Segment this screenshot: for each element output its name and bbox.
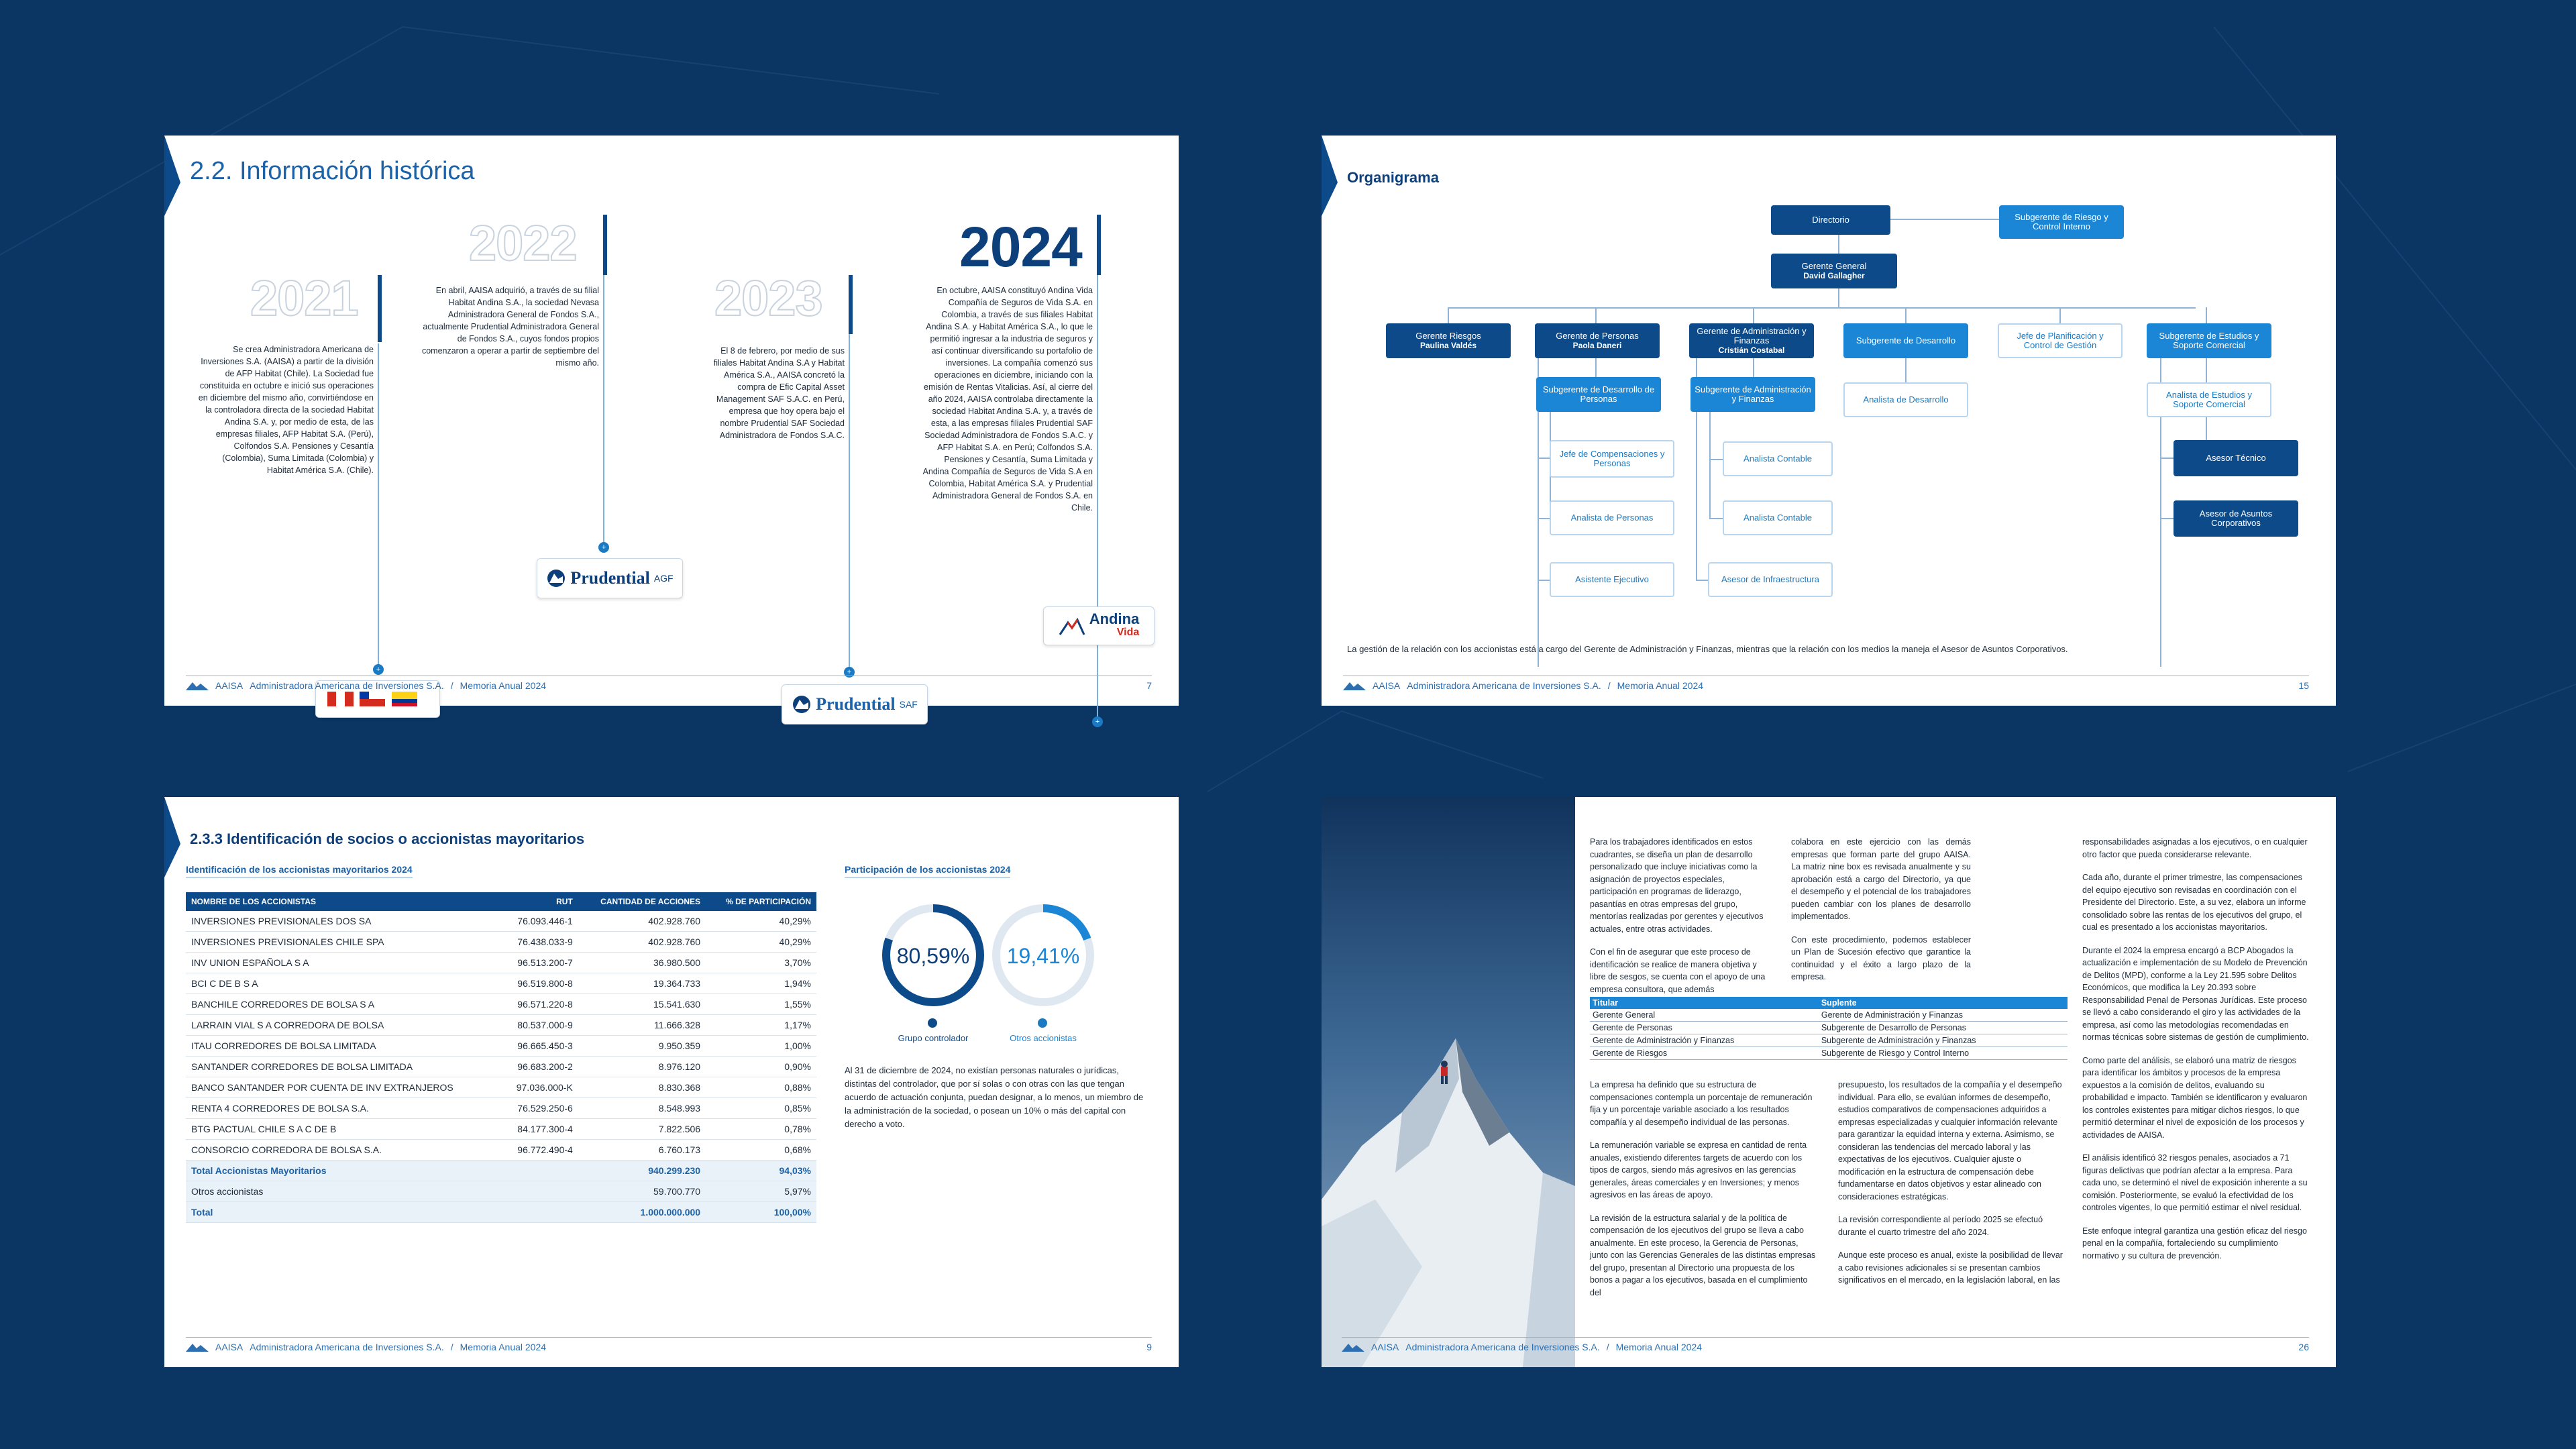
paragraph: Como parte del análisis, se elaboró una matriz de riesgos para identificar los ámbitos y procesos de la empresa expuestos a la comisión de delitos, evaluando su probabilidad e impacto. También se identificaron y evaluaron los controles existentes para mitigar dichos riesgos, lo que permitió determinar el nivel de exposición de los procesos y actividades de AAISA.: [2082, 1055, 2308, 1140]
table-cell: 76.438.033-9: [500, 932, 578, 953]
box-person: Paola Daneri: [1572, 341, 1622, 350]
legend-dot: [928, 1018, 937, 1028]
table-cell: Subgerente de Administración y Finanzas: [1819, 1034, 2068, 1047]
box-label: Subgerente de Riesgo y Control Interno: [2015, 212, 2108, 231]
shareholders-note: Al 31 de diciembre de 2024, no existían personas naturales o jurídicas, distintas del controlador, que por sí solas o con otras con las que tengan acuerdo de actuación conjunta, puedan designar, a lo menos, un miembro de la administración de la sociedad, o posean un 10% o más del capital con derecho a voto.: [845, 1065, 1144, 1129]
box-jefe-planificacion: [1998, 323, 2123, 358]
box-analista-contable-1: [1723, 441, 1833, 476]
separator: /: [450, 680, 453, 691]
andina-vida-logo: [1043, 606, 1155, 645]
table-cell: 96.772.490-4: [500, 1140, 578, 1161]
table-row: [1590, 1022, 2068, 1034]
connector: [1595, 358, 1597, 377]
paragraph: presupuesto, los resultados de la compañía y el desempeño individual. Para ello, se evalúan informes de desempeño, estudios comparativos de compensaciones adquiridos a empresas especializadas y cualquier información relevante para garantizar la equidad interna y externa. Asimismo, se consideran las tendencias del mercado laboral y las expectativas de los ejecutivos. Cualquier ajuste o modificación en la estructura de compensación debe fundamentarse en datos objetivos y estar alineado con consideraciones estratégicas.: [1838, 1080, 2062, 1201]
donut-controlling-group: [879, 902, 987, 1009]
paragraph: La revisión correspondiente al período 2025 se efectuó durante el cuarto trimestre del año 2024.: [1838, 1215, 2043, 1237]
box-label: Subgerente de Desarrollo de Personas: [1542, 384, 1655, 404]
table-cell: 96.683.200-2: [500, 1057, 578, 1077]
table-row-total_major: [186, 1161, 816, 1181]
table-header-row: [1590, 997, 2068, 1009]
table-row: [186, 932, 816, 953]
box-person: David Gallagher: [1803, 271, 1865, 280]
year-bar: [1097, 215, 1101, 275]
paragraph: La revisión de la estructura salarial y de la política de compensación de los ejecutivos del grupo se lleva a cabo anualmente. En este proceso, la Gerencia de Personas, junto con las Gerencias Generales de las distintas empresas del grupo, presentan al Directorio una propuesta de los bonos a pagar a los ejecutivos, basada en el cumplimiento del: [1590, 1213, 1816, 1297]
column-header: Titular: [1590, 997, 1819, 1009]
table-cell: 19.364.733: [578, 973, 706, 994]
column-3: [2082, 836, 2310, 1273]
table-cell: [500, 1202, 578, 1223]
report-name: Memoria Anual 2024: [460, 680, 547, 691]
donut-value: 19,41%: [1006, 944, 1080, 968]
table-body: [186, 911, 816, 1223]
connector: [1709, 459, 1723, 460]
column-header: NOMBRE DE LOS ACCIONISTAS: [186, 892, 500, 911]
box-label: Subgerente de Administración y Finanzas: [1695, 384, 1811, 404]
connector: [1753, 307, 1754, 323]
table-row: [186, 1098, 816, 1119]
connector: [2160, 518, 2174, 519]
table-cell: INVERSIONES PREVISIONALES DOS SA: [186, 911, 500, 932]
box-label: Directorio: [1812, 215, 1849, 225]
box-riesgo-control: [1999, 205, 2124, 239]
table-row: [186, 911, 816, 932]
page-tab-marker: [164, 136, 184, 216]
table-cell: 40,29%: [706, 932, 816, 953]
table-cell: 8.830.368: [578, 1077, 706, 1098]
box-gerente-admin-finanzas: [1689, 323, 1814, 358]
page-footer: [186, 676, 1152, 691]
timeline-dot: +: [598, 542, 609, 553]
paragraph: Cada año, durante el primer trimestre, las compensaciones del equipo ejecutivo son revisadas en coordinación con el Presidente del Directorio. Este, a su vez, elabora un informe consolidado sobre las rentas de los ejecutivos del grupo, el cual es presentado a los accionistas mayoritarios.: [2082, 873, 2306, 932]
box-label: Gerente Riesgos: [1415, 331, 1481, 341]
connector: [1538, 518, 1550, 519]
page-number: 7: [1146, 680, 1152, 691]
box-label: Jefe de Planificación y Control de Gestión: [2017, 331, 2104, 350]
page-compensation: [1322, 797, 2336, 1367]
box-label: Analista Contable: [1743, 453, 1812, 464]
table-header-row: [186, 892, 816, 911]
table-cell: BCI C DE B S A: [186, 973, 500, 994]
box-jefe-compensaciones: [1550, 440, 1674, 478]
column-1: [1590, 836, 1770, 1006]
year-2023-text: El 8 de febrero, por medio de sus filiales Habitat Andina S.A y Habitat América S.A., AAISA concretó la compra de Efic Capital Asset Management SAF S.A.C. en Perú, empresa que hoy opera bajo el nombre Prudential SAF Sociedad Administradora de Fondos S.A.C.: [713, 346, 845, 440]
saf-label: SAF: [899, 699, 918, 710]
table-row: [186, 1077, 816, 1098]
box-label: Analista de Personas: [1570, 513, 1654, 523]
report-name: Memoria Anual 2024: [460, 1342, 547, 1352]
timeline-line: [603, 275, 604, 547]
connector: [1709, 518, 1723, 519]
table-cell: LARRAIN VIAL S A CORREDORA DE BOLSA: [186, 1015, 500, 1036]
prudential-name: Prudential: [570, 568, 650, 588]
timeline-line: [378, 343, 379, 668]
table-cell: 8.976.120: [578, 1057, 706, 1077]
timeline-line: [1097, 275, 1098, 722]
box-label: Gerente de Personas: [1556, 331, 1639, 341]
country-flags-icon: [327, 689, 428, 709]
page-number: 9: [1146, 1342, 1152, 1352]
legend-label: Otros accionistas: [1010, 1033, 1077, 1043]
box-label: Subgerente de Desarrollo: [1856, 335, 1956, 345]
table-cell: 9.950.359: [578, 1036, 706, 1057]
table-cell: ITAU CORREDORES DE BOLSA LIMITADA: [186, 1036, 500, 1057]
succession-table-wrap: [1590, 997, 2068, 1060]
table-row: [1590, 1009, 2068, 1022]
chart-title: Participación de los accionistas 2024: [845, 864, 1010, 878]
connector: [1888, 219, 1999, 220]
table-cell: BANCHILE CORREDORES DE BOLSA S A: [186, 994, 500, 1015]
brand-name: AAISA: [1373, 680, 1401, 691]
table-row: [186, 1057, 816, 1077]
table-row: [186, 973, 816, 994]
aaisa-logo-icon: [1343, 681, 1366, 690]
table-cell: SANTANDER CORREDORES DE BOLSA LIMITADA: [186, 1057, 500, 1077]
box-label: Analista de Desarrollo: [1863, 394, 1949, 405]
connector: [1538, 458, 1550, 459]
table-cell: Gerente de Administración y Finanzas: [1590, 1034, 1819, 1047]
company-name: Administradora Americana de Inversiones S.A.: [1407, 680, 1601, 691]
page-tab-marker: [1322, 136, 1342, 216]
table-cell: 96.519.800-8: [500, 973, 578, 994]
table-cell: 84.177.300-4: [500, 1119, 578, 1140]
legend-dot: [1038, 1018, 1047, 1028]
year-2023: 2023: [714, 270, 822, 326]
connector: [2206, 307, 2207, 323]
box-label: Analista Contable: [1743, 513, 1812, 523]
table-cell: 100,00%: [706, 1202, 816, 1223]
column-header: CANTIDAD DE ACCIONES: [578, 892, 706, 911]
vida-label: Vida: [1116, 627, 1140, 638]
page-shareholders: [164, 797, 1179, 1367]
table-title: Identificación de los accionistas mayoritarios 2024: [186, 864, 413, 878]
box-person: Paulina Valdés: [1419, 341, 1477, 350]
column-2b: [1838, 1079, 2066, 1297]
table-cell: [500, 1181, 578, 1202]
table-row: [186, 1140, 816, 1161]
table-cell: 0,85%: [706, 1098, 816, 1119]
aaisa-logo-icon: [186, 681, 209, 690]
page-footer: [1343, 676, 2309, 691]
table-cell: 1,55%: [706, 994, 816, 1015]
connector: [1448, 307, 1449, 323]
page-footer: [186, 1337, 1152, 1352]
table-cell: 0,68%: [706, 1140, 816, 1161]
year-2024-text: En octubre, AAISA constituyó Andina Vida Compañía de Seguros de Vida S.A. en Colombia, a través de sus filiales Habitat Andina S.A. y Habitat América S.A., lo que le permitió ingresar a la industria de seguros y así continuar diversificando su portafolio de inversiones. La compañía comenzó sus operaciones en diciembre, iniciando con la emisión de Rentas Vitalicias. Así, al cierre del año 2024, AAISA controlaba directamente la sociedad Habitat Andina S.A. y, a través de esta, a las empresas filiales Prudential SAF Sociedad Administradora de Fondos S.A.C. y AFP Habitat S.A. en Perú; Colfondos S.A. Pensiones y Cesantía, Suma Limitada y Andina Compañía de Seguros de Vida S.A en Colombia, Habitat América S.A. y Prudential Administradora General de Fondos S.A. en Chile.: [922, 286, 1093, 513]
table-cell: 80.537.000-9: [500, 1015, 578, 1036]
paragraph: La remuneración variable se expresa en cantidad de renta anuales, existiendo diferentes targets de acuerdo con los tipos de cargos, siendo más agresivos en las gerencias generales, áreas comerciales y en Inversiones; y menos agresivos en las áreas de apoyo.: [1590, 1140, 1807, 1199]
page-historical-info: [164, 136, 1179, 726]
year-2024: 2024: [959, 215, 1082, 278]
table-cell: 11.666.328: [578, 1015, 706, 1036]
table-row: [186, 994, 816, 1015]
company-name: Administradora Americana de Inversiones S.A.: [250, 680, 444, 691]
table-cell: 96.571.220-8: [500, 994, 578, 1015]
legend-label: Grupo controlador: [898, 1033, 969, 1043]
timeline-dot: +: [1092, 716, 1103, 727]
prudential-rock-icon: [546, 568, 566, 588]
table-cell: [500, 1161, 578, 1181]
box-label: Asesor Técnico: [2206, 453, 2266, 463]
table-cell: 1,94%: [706, 973, 816, 994]
page-org-chart: [1322, 136, 2336, 706]
brand-name: AAISA: [1371, 1342, 1399, 1352]
paragraph: Este enfoque integral garantiza una gestión eficaz del riesgo penal en la compañía, fortaleciendo su cumplimiento normativo y su cultura de prevención.: [2082, 1226, 2307, 1260]
table-row: [1590, 1034, 2068, 1047]
table-row: [186, 1015, 816, 1036]
table-cell: 402.928.760: [578, 911, 706, 932]
box-analista-personas: [1550, 500, 1674, 535]
aaisa-logo-icon: [1342, 1342, 1364, 1352]
donut-value: 80,59%: [896, 944, 970, 968]
table-cell: BANCO SANTANDER POR CUENTA DE INV EXTRANJEROS: [186, 1077, 500, 1098]
prudential-name: Prudential: [816, 694, 896, 714]
year-2021-text: Se crea Administradora Americana de Inversiones S.A. (AAISA) a partir de la división de AFP Habitat (Chile). La Sociedad fue constituida en octubre e inició sus operaciones en diciembre del mismo año, convirtiéndose en la controladora directa de la sociedad Habitat Andina S.A. y, por medio de esta, de las empresas filiales, AFP Habitat S.A. (Perú), Colfondos S.A. Pensiones y Cesantía (Colombia), Suma Limitada (Colombia) y Habitat América S.A. (Chile).: [198, 345, 374, 475]
andina-name: Andina: [1089, 610, 1140, 627]
table-cell: Subgerente de Riesgo y Control Interno: [1819, 1047, 2068, 1060]
table-cell: 0,78%: [706, 1119, 816, 1140]
box-analista-desarrollo: [1843, 382, 1968, 417]
year-2022-text: En abril, AAISA adquirió, a través de su filial Habitat Andina S.A., la sociedad Nevasa Administradora General de Fondos S.A., actualmente Prudential Administradora General de Fondos S.A., cuyos fondos propios comenzaron a operar a partir de septiembre del mismo año.: [421, 286, 599, 368]
paragraph: El análisis identificó 32 riesgos penales, asociados a 71 figuras delictivas que podrían afectar a la empresa. Para cada uno, se determinó el nivel de exposición inherente a su comisión. Posteriormente, se evaluó la efectividad de los controles vigentes, lo que permitió estimar el nivel residual.: [2082, 1153, 2308, 1212]
year-bar: [378, 275, 382, 342]
aaisa-logo-icon: [186, 1342, 209, 1352]
table-cell: 8.548.993: [578, 1098, 706, 1119]
column-header: Suplente: [1819, 997, 2068, 1009]
prudential-rock-icon: [792, 694, 812, 714]
column-2: [1791, 836, 1971, 994]
table-row: [186, 1036, 816, 1057]
report-name: Memoria Anual 2024: [1617, 680, 1704, 691]
table-cell: Gerente de Riesgos: [1590, 1047, 1819, 1060]
org-note: La gestión de la relación con los accionistas está a cargo del Gerente de Administración y Finanzas, mientras que la relación con los medios la maneja el Asesor de Asuntos Corporativos.: [1347, 644, 2068, 654]
table-cell: CONSORCIO CORREDORA DE BOLSA S.A.: [186, 1140, 500, 1161]
shareholders-table: [186, 892, 816, 1223]
box-analista-estudios: [2147, 382, 2271, 417]
connector: [1905, 358, 1907, 382]
table-row: [186, 953, 816, 973]
timeline-dot: +: [373, 664, 384, 675]
connector: [1538, 580, 1550, 581]
box-label: Asesor de Asuntos Corporativos: [2199, 508, 2273, 528]
timeline-dot: +: [844, 667, 855, 678]
box-label: Jefe de Compensaciones y Personas: [1559, 449, 1665, 468]
paragraph: responsabilidades asignadas a los ejecutivos, o en cualquier otro factor que pueda considerarse relevante.: [2082, 837, 2308, 859]
table-cell: 97.036.000-K: [500, 1077, 578, 1098]
timeline-line: [849, 334, 850, 672]
box-asistente-ejecutivo: [1550, 562, 1674, 597]
table-cell: 5,97%: [706, 1181, 816, 1202]
connector: [1709, 412, 1711, 519]
report-name: Memoria Anual 2024: [1615, 1342, 1703, 1352]
table-cell: Gerente General: [1590, 1009, 1819, 1022]
table-cell: 3,70%: [706, 953, 816, 973]
connector: [1905, 307, 1907, 323]
table-row: [1590, 1047, 2068, 1060]
paragraph: Para los trabajadores identificados en estos cuadrantes, se diseña un plan de desarrollo personalizado que incluye iniciativas como la asignación de proyectos especiales, participación en programas de liderazgo, pasantías en otras empresas del grupo, mentorías realizadas por gerentes y ejecutivos actuales, entre otras actividades.: [1590, 837, 1764, 934]
table-cell: Total: [186, 1202, 500, 1223]
connector: [1448, 307, 2196, 309]
table-cell: 59.700.770: [578, 1181, 706, 1202]
table-cell: Gerente de Administración y Finanzas: [1819, 1009, 2068, 1022]
column-header: % DE PARTICIPACIÓN: [706, 892, 816, 911]
year-bar: [603, 215, 607, 275]
table-cell: Total Accionistas Mayoritarios: [186, 1161, 500, 1181]
box-subgerente-desarrollo: [1843, 323, 1968, 358]
table-cell: 1.000.000.000: [578, 1202, 706, 1223]
brand-name: AAISA: [215, 1342, 244, 1352]
box-label: Gerente de Administración y Finanzas: [1697, 326, 1807, 345]
connector: [1753, 358, 1754, 377]
paragraph: Durante el 2024 la empresa encargó a BCP Abogados la actualización e implementación de su Modelo de Prevención de Delitos (MPD), conforme a la Ley 21.595 sobre Delitos Económicos, que modifica la Ley 20.393 sobre Responsabilidad Penal de Personas Jurídicas. Este proceso se llevó a cabo considerando el giro y las actividades de la empresa, así como las metodologías recomendadas en normas técnicas sobre sistemas de gestión de cumplimiento.: [2082, 945, 2309, 1042]
table-cell: 0,90%: [706, 1057, 816, 1077]
table-body: [1590, 1009, 2068, 1060]
paragraph: Con este procedimiento, podemos establecer un Plan de Sucesión efectivo que garantice la continuidad y el éxito a largo plazo de la empresa.: [1791, 934, 1971, 981]
table-cell: 96.513.200-7: [500, 953, 578, 973]
box-label: Asistente Ejecutivo: [1575, 574, 1649, 584]
box-subgerente-desarrollo-personas: [1536, 377, 1661, 412]
connector: [1838, 288, 1839, 309]
connector: [1838, 233, 1839, 254]
column-1b: [1590, 1079, 1818, 1309]
table-cell: INV UNION ESPAÑOLA S A: [186, 953, 500, 973]
table-cell: 40,29%: [706, 911, 816, 932]
table-cell: 0,88%: [706, 1077, 816, 1098]
table-row-total: [186, 1202, 816, 1223]
box-label: Analista de Estudios y Soporte Comercial: [2166, 390, 2252, 409]
table-cell: 7.822.506: [578, 1119, 706, 1140]
box-gerente-general: [1771, 254, 1897, 288]
table-cell: Gerente de Personas: [1590, 1022, 1819, 1034]
connector: [1595, 307, 1597, 323]
box-asesor-tecnico: [2174, 440, 2298, 476]
table-cell: Subgerente de Desarrollo de Personas: [1819, 1022, 2068, 1034]
table-cell: 36.980.500: [578, 953, 706, 973]
separator: /: [1607, 680, 1611, 691]
connector: [2059, 307, 2061, 323]
page-title: Organigrama: [1347, 169, 1439, 186]
table-cell: 96.665.450-3: [500, 1036, 578, 1057]
table-cell: 940.299.230: [578, 1161, 706, 1181]
box-gerente-riesgos: [1386, 323, 1511, 358]
paragraph: Aunque este proceso es anual, existe la posibilidad de llevar a cabo revisiones adicionales si se presentan cambios significativos en el mercado, en la legislación laboral, en las: [1838, 1250, 2063, 1285]
table-cell: 76.529.250-6: [500, 1098, 578, 1119]
box-person: Cristián Costabal: [1718, 345, 1785, 355]
box-asesor-asuntos-corporativos: [2174, 500, 2298, 537]
table-cell: RENTA 4 CORREDORES DE BOLSA S.A.: [186, 1098, 500, 1119]
year-2021: 2021: [250, 270, 358, 326]
page-number: 26: [2298, 1342, 2309, 1352]
box-analista-contable-2: [1723, 500, 1833, 535]
paragraph: Con el fin de asegurar que este proceso de identificación se realice de manera objetiva y libre de sesgos, se cuenta con el apoyo de una empresa consultora, que además: [1590, 947, 1766, 994]
prudential-agf-logo: [537, 558, 683, 598]
agf-label: AGF: [653, 573, 674, 584]
box-subgerente-admin-finanzas: [1690, 377, 1815, 412]
table-row: [186, 1119, 816, 1140]
page-footer: [1342, 1337, 2309, 1352]
box-label: Subgerente de Estudios y Soporte Comercial: [2159, 331, 2259, 350]
table-cell: 6.760.173: [578, 1140, 706, 1161]
paragraph: La empresa ha definido que su estructura de compensaciones contempla un porcentaje de remuneración fija y un porcentaje variable asociado a los resultados compañía y al desempeño individual de las personas.: [1590, 1080, 1813, 1127]
box-gerente-personas: [1535, 323, 1660, 358]
page-title: 2.2. Información histórica: [190, 157, 475, 185]
table-cell: 1,00%: [706, 1036, 816, 1057]
table-cell: BTG PACTUAL CHILE S A C DE B: [186, 1119, 500, 1140]
brand-name: AAISA: [215, 680, 244, 691]
box-subgerente-estudios: [2147, 323, 2271, 358]
company-name: Administradora Americana de Inversiones S.A.: [250, 1342, 444, 1352]
connector: [1696, 580, 1708, 581]
separator: /: [450, 1342, 453, 1352]
succession-table: [1590, 997, 2068, 1060]
table-cell: 1,17%: [706, 1015, 816, 1036]
page-tab-marker: [164, 797, 184, 877]
connector: [2160, 458, 2174, 459]
year-bar: [849, 275, 853, 334]
table-cell: 15.541.630: [578, 994, 706, 1015]
year-2022: 2022: [469, 215, 577, 271]
mountain-climber-photo: [1322, 797, 1575, 1367]
box-label: Asesor de Infraestructura: [1721, 574, 1819, 584]
company-name: Administradora Americana de Inversiones S.A.: [1405, 1342, 1600, 1352]
paragraph: colabora en este ejercicio con las demás empresas que forman parte del grupo AAISA. La matriz nine box es revisada anualmente y su aprobación está a cargo del Directorio, ya que el desempeño y el potencial de los trabajadores pueden cambiar con los planes de desarrollo implementados.: [1791, 837, 1971, 921]
table-cell: 76.093.446-1: [500, 911, 578, 932]
table-cell: 94,03%: [706, 1161, 816, 1181]
table-cell: Otros accionistas: [186, 1181, 500, 1202]
column-header: RUT: [500, 892, 578, 911]
page-number: 15: [2298, 680, 2309, 691]
box-directorio: [1771, 205, 1890, 235]
table-cell: 402.928.760: [578, 932, 706, 953]
table-cell: INVERSIONES PREVISIONALES CHILE SPA: [186, 932, 500, 953]
donut-other-shareholders: [989, 902, 1097, 1009]
page-title: 2.3.3 Identificación de socios o accionistas mayoritarios: [190, 830, 585, 847]
connector: [2206, 358, 2207, 382]
box-label: Gerente General: [1801, 261, 1867, 271]
box-asesor-infraestructura: [1708, 562, 1833, 597]
table-row-others: [186, 1181, 816, 1202]
andina-mountain-icon: [1059, 616, 1085, 636]
separator: /: [1606, 1342, 1609, 1352]
